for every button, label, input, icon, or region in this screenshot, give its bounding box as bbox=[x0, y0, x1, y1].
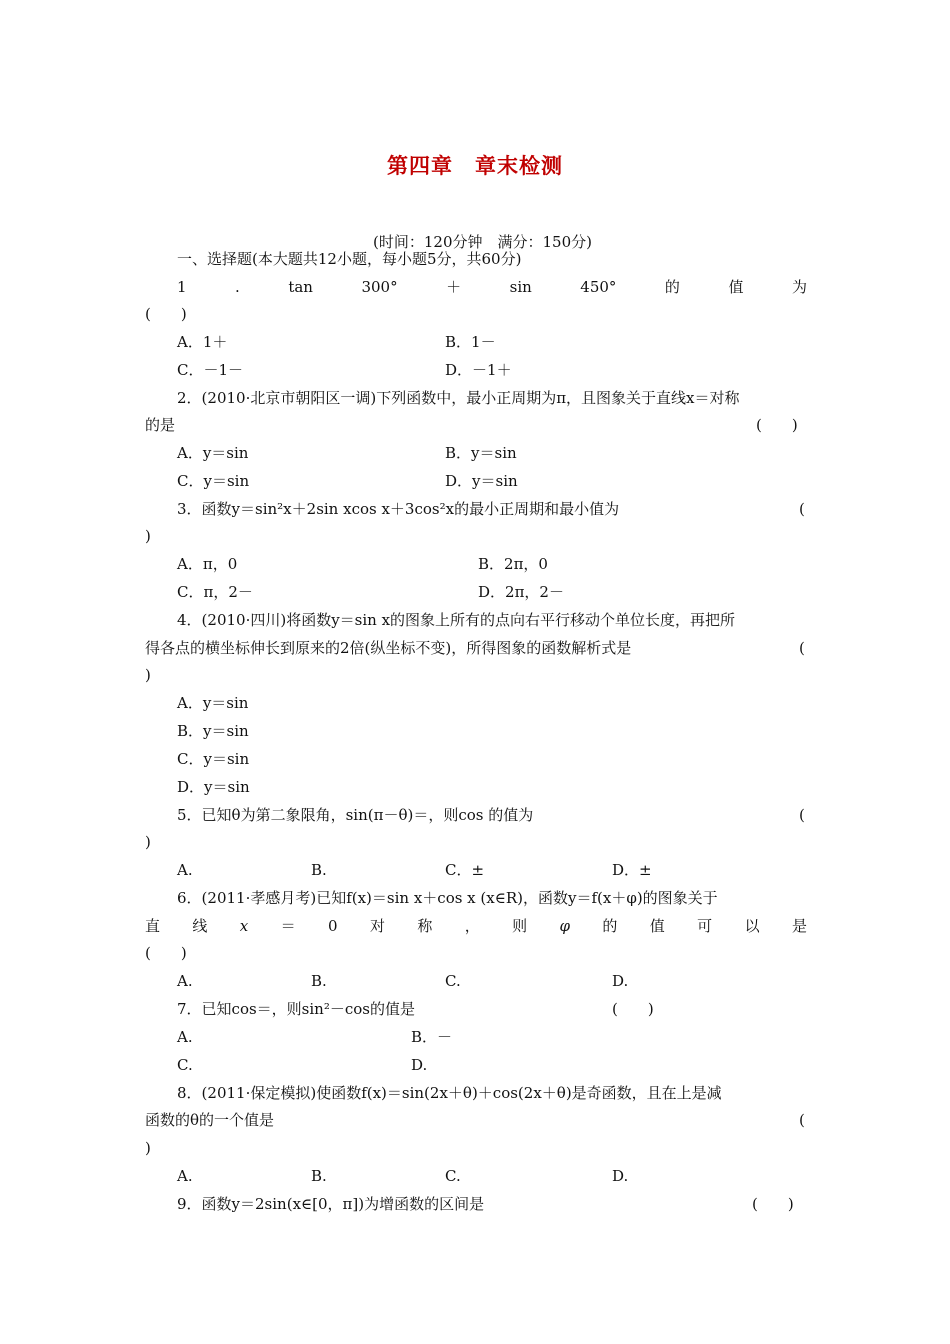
answer-bracket-open: ( bbox=[799, 500, 805, 518]
answer-bracket: ( ) bbox=[145, 305, 187, 323]
question-3-stem: 3．函数y＝sin²x＋2sin xcos x＋3cos²x的最小正周期和最小值为 bbox=[177, 500, 620, 518]
option-b: B. bbox=[311, 1167, 327, 1185]
option-a: A．y＝sin bbox=[177, 444, 249, 462]
option-c: C. bbox=[445, 972, 461, 990]
option-c: C．y＝sin bbox=[177, 750, 250, 768]
option-a: A．y＝sin bbox=[177, 694, 249, 712]
option-b: B．y＝sin bbox=[177, 722, 249, 740]
answer-bracket-close: ) bbox=[145, 527, 151, 545]
answer-bracket: ( ) bbox=[756, 416, 798, 434]
question-6-stem: 6．(2011·孝感月考)已知f(x)＝sin x＋cos x (x∈R)，函数y＝f(x＋φ)的图象关于 bbox=[177, 889, 718, 907]
exam-info: (时间：120分钟 满分：150分) bbox=[373, 233, 592, 251]
question-6-stem-cont: 直 线 x ＝ 0 对 称 ， 则 φ 的 值 可 以 是 bbox=[145, 917, 807, 935]
option-a: A. bbox=[177, 1167, 193, 1185]
option-b: B．2π，0 bbox=[478, 555, 548, 573]
option-d: D. bbox=[411, 1056, 428, 1074]
option-a: A．1＋ bbox=[177, 333, 228, 351]
page-title: 第四章 章末检测 bbox=[387, 154, 563, 178]
option-c: C．－1－ bbox=[177, 361, 244, 379]
option-d: D．y＝sin bbox=[445, 472, 518, 490]
option-a: A. bbox=[177, 972, 193, 990]
question-1-stem: 1 . tan 300° ＋ sin 450° 的 值 为 bbox=[177, 278, 807, 296]
option-b: B．1－ bbox=[445, 333, 496, 351]
option-c: C．± bbox=[445, 861, 485, 879]
question-2-stem-cont: 的是 bbox=[145, 416, 176, 434]
option-a: A．π，0 bbox=[177, 555, 238, 573]
option-d: D. bbox=[612, 1167, 629, 1185]
question-8-stem: 8．(2011·保定模拟)使函数f(x)＝sin(2x＋θ)＋cos(2x＋θ)是奇函数，且在上是减 bbox=[177, 1084, 722, 1102]
option-c: C. bbox=[445, 1167, 461, 1185]
answer-bracket: ( ) bbox=[612, 1000, 654, 1018]
answer-bracket-close: ) bbox=[145, 666, 151, 684]
answer-bracket-open: ( bbox=[799, 806, 805, 824]
question-5-stem: 5．已知θ为第二象限角，sin(π－θ)＝，则cos 的值为 bbox=[177, 806, 534, 824]
option-d: D. bbox=[612, 972, 629, 990]
answer-bracket-close: ) bbox=[145, 833, 151, 851]
question-4-stem: 4．(2010·四川)将函数y＝sin x的图象上所有的点向右平行移动个单位长度，再把所 bbox=[177, 611, 736, 629]
answer-bracket-open: ( bbox=[799, 1111, 805, 1129]
question-7-stem: 7．已知cos＝，则sin²－cos的值是 bbox=[177, 1000, 415, 1018]
answer-bracket-close: ) bbox=[145, 1139, 151, 1157]
option-c: C. bbox=[177, 1056, 193, 1074]
option-b: B．－ bbox=[411, 1028, 453, 1046]
option-c: C．π，2－ bbox=[177, 583, 253, 601]
question-8-stem-cont: 函数的θ的一个值是 bbox=[145, 1111, 275, 1129]
option-b: B. bbox=[311, 861, 327, 879]
option-a: A. bbox=[177, 861, 193, 879]
option-d: D．－1＋ bbox=[445, 361, 512, 379]
option-a: A. bbox=[177, 1028, 193, 1046]
question-2-stem: 2．(2010·北京市朝阳区一调)下列函数中，最小正周期为π，且图象关于直线x＝对称 bbox=[177, 389, 740, 407]
option-b: B. bbox=[311, 972, 327, 990]
answer-bracket-open: ( bbox=[799, 639, 805, 657]
question-9-stem: 9．函数y＝2sin(x∈[0，π])为增函数的区间是 bbox=[177, 1195, 485, 1213]
section-heading: 一、选择题(本大题共12小题，每小题5分，共60分) bbox=[177, 250, 522, 268]
answer-bracket: ( ) bbox=[145, 944, 187, 962]
option-d: D．2π，2－ bbox=[478, 583, 564, 601]
option-b: B．y＝sin bbox=[445, 444, 517, 462]
option-d: D．± bbox=[612, 861, 652, 879]
answer-bracket: ( ) bbox=[752, 1195, 794, 1213]
option-c: C．y＝sin bbox=[177, 472, 250, 490]
option-d: D．y＝sin bbox=[177, 778, 250, 796]
question-4-stem-cont: 得各点的横坐标伸长到原来的2倍(纵坐标不变)，所得图象的函数解析式是 bbox=[145, 639, 632, 657]
